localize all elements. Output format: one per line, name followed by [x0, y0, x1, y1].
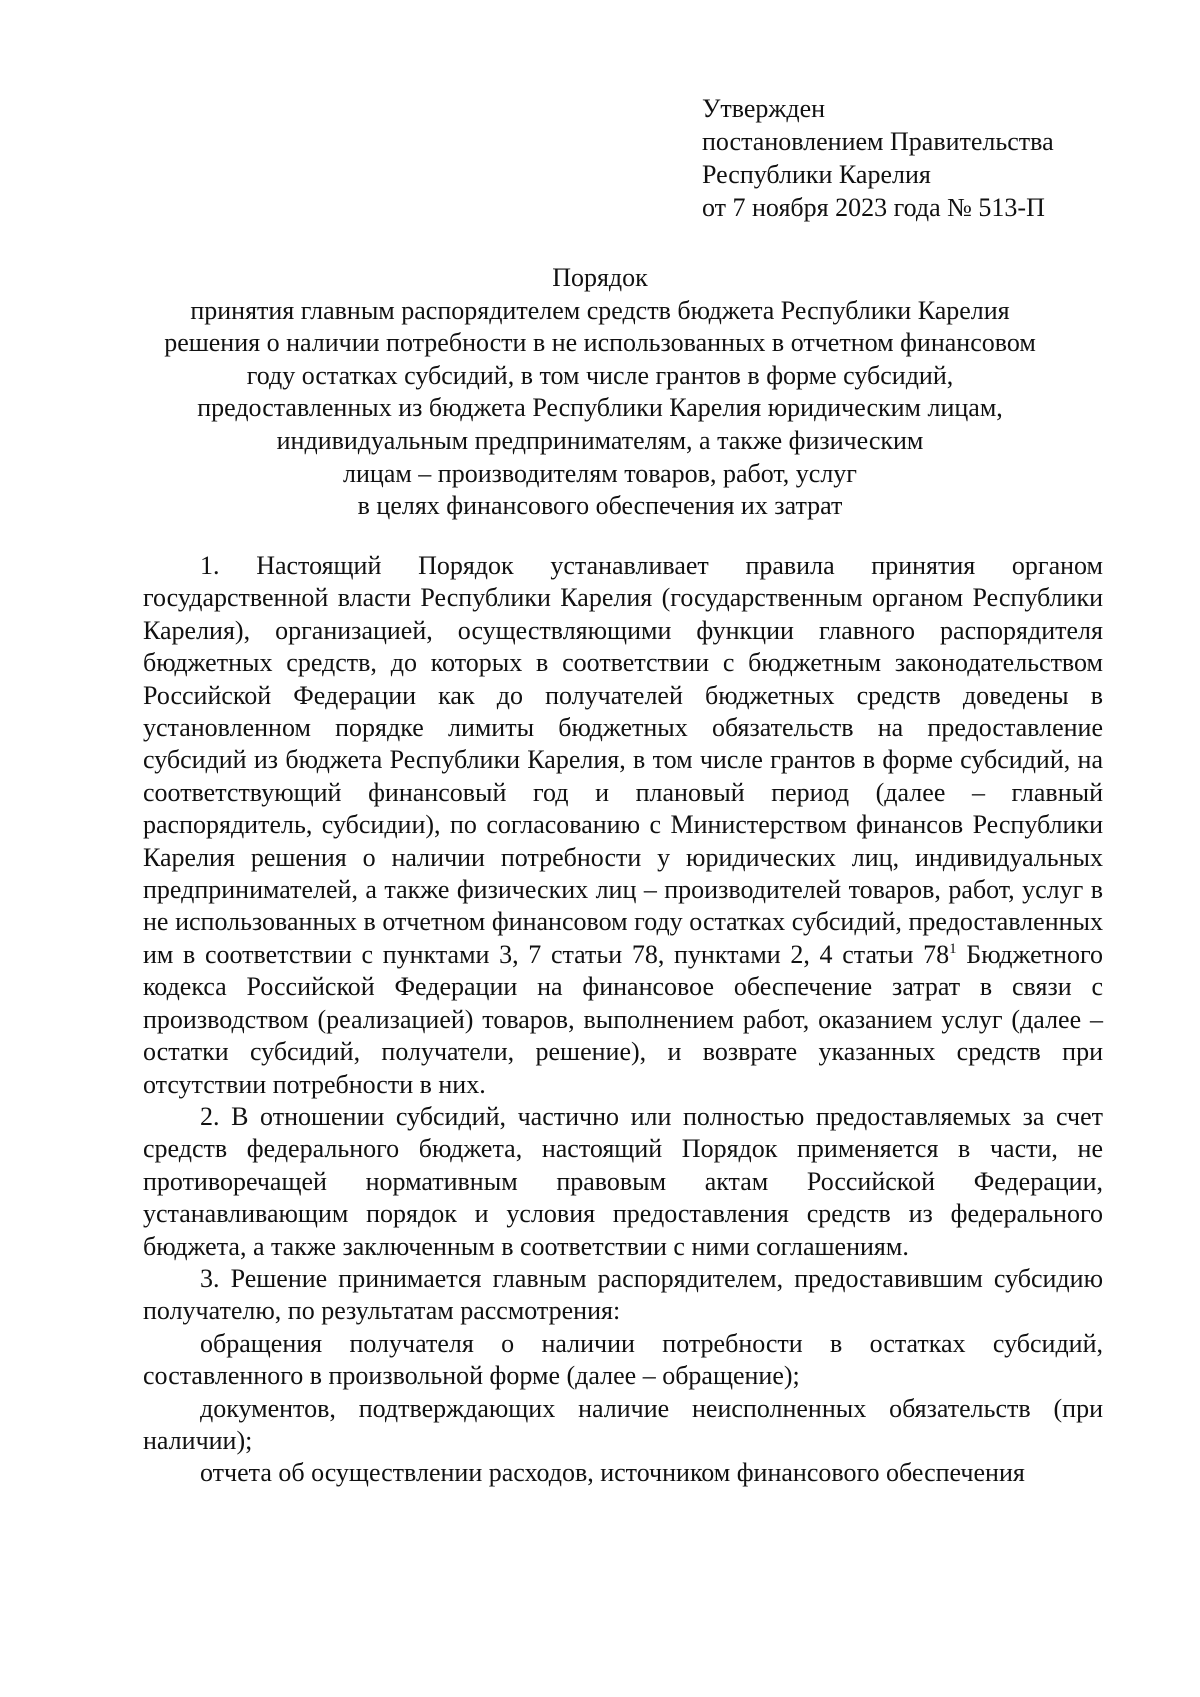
- paragraph-1-text-b: Бюджетного кодекса Российской Федерации на финансовое обеспечение затрат в связи с производством (реализацией) товаров, выполнением работ, оказанием услуг (далее – остатки субсидий, получатели, решение), и возврате указанных средств при отсутствии потребности в них.: [143, 939, 1103, 1099]
- title-line: в целях финансового обеспечения их затрат: [357, 491, 843, 521]
- document-title: [130, 262, 1070, 523]
- title-line: предоставленных из бюджета Республики Карелия юридическим лицам,: [197, 393, 1003, 423]
- paragraph-appeal-item: обращения получателя о наличии потребности в остатках субсидий, составленного в произвольной форме (далее – обращение);: [143, 1328, 1103, 1391]
- article-superscript: 1: [949, 940, 957, 957]
- title-line: принятия главным распорядителем средств бюджета Республики Карелия: [190, 295, 1010, 325]
- approval-line-republic: Республики Карелия: [702, 160, 931, 189]
- title-line: году остатках субсидий, в том числе грантов в форме субсидий,: [246, 360, 954, 390]
- paragraph-3: 3. Решение принимается главным распорядителем, предоставившим субсидию получателю, по результатам рассмотрения:: [143, 1263, 1103, 1326]
- paragraph-report-item: отчета об осуществлении расходов, источником финансового обеспечения: [200, 1458, 1025, 1488]
- title-heading: Порядок: [552, 263, 648, 292]
- paragraph-documents-item: документов, подтверждающих наличие неисполненных обязательств (при наличии);: [143, 1393, 1103, 1455]
- approval-stamp: [702, 92, 1172, 224]
- paragraph-2: 2. В отношении субсидий, частично или полностью предоставляемых за счет средств федерального бюджета, настоящий Порядок применяется в части, не противоречащей нормативным правовым актам Российской Федерации, устанавливающим порядок и условия предоставления средств из федерального бюджета, а также заключенным в соответствии с ними соглашениям.: [143, 1101, 1103, 1261]
- document-body: [143, 550, 1103, 1490]
- paragraph-1: [143, 550, 1103, 1101]
- title-line: лицам – производителям товаров, работ, услуг: [343, 458, 857, 488]
- title-line: решения о наличии потребности в не использованных в отчетном финансовом: [164, 328, 1036, 358]
- approval-line-approved: Утвержден: [702, 94, 826, 123]
- title-line: индивидуальным предпринимателям, а также физическим: [276, 425, 924, 455]
- paragraph-1-text-a: 1. Настоящий Порядок устанавливает правила принятия органом государственной власти Республики Карелия (государственным органом Республики Карелия), организацией, осуществляющими функции главного распорядителя бюджетных средств, до которых в соответствии с бюджетным законодательством Российской Федерации как до получателей бюджетных средств доведены в установленном порядке лимиты бюджетных обязательств на предоставление субсидий из бюджета Республики Карелия, в том числе грантов в форме субсидий, на соответствующий финансовый год и плановый период (далее – главный распорядитель, субсидии), по согласованию с Министерством финансов Республики Карелия решения о наличии потребности у юридических лиц, индивидуальных предпринимателей, а также физических лиц – производителей товаров, работ, услуг в не использованных в отчетном финансовом году остатках субсидий, предоставленных им в соответствии с пунктами 3, 7 статьи 78, пунктами 2, 4 статьи 78: [143, 551, 1103, 969]
- approval-line-resolution: постановлением Правительства: [702, 127, 1054, 156]
- approval-line-date-number: от 7 ноября 2023 года № 513-П: [702, 193, 1045, 222]
